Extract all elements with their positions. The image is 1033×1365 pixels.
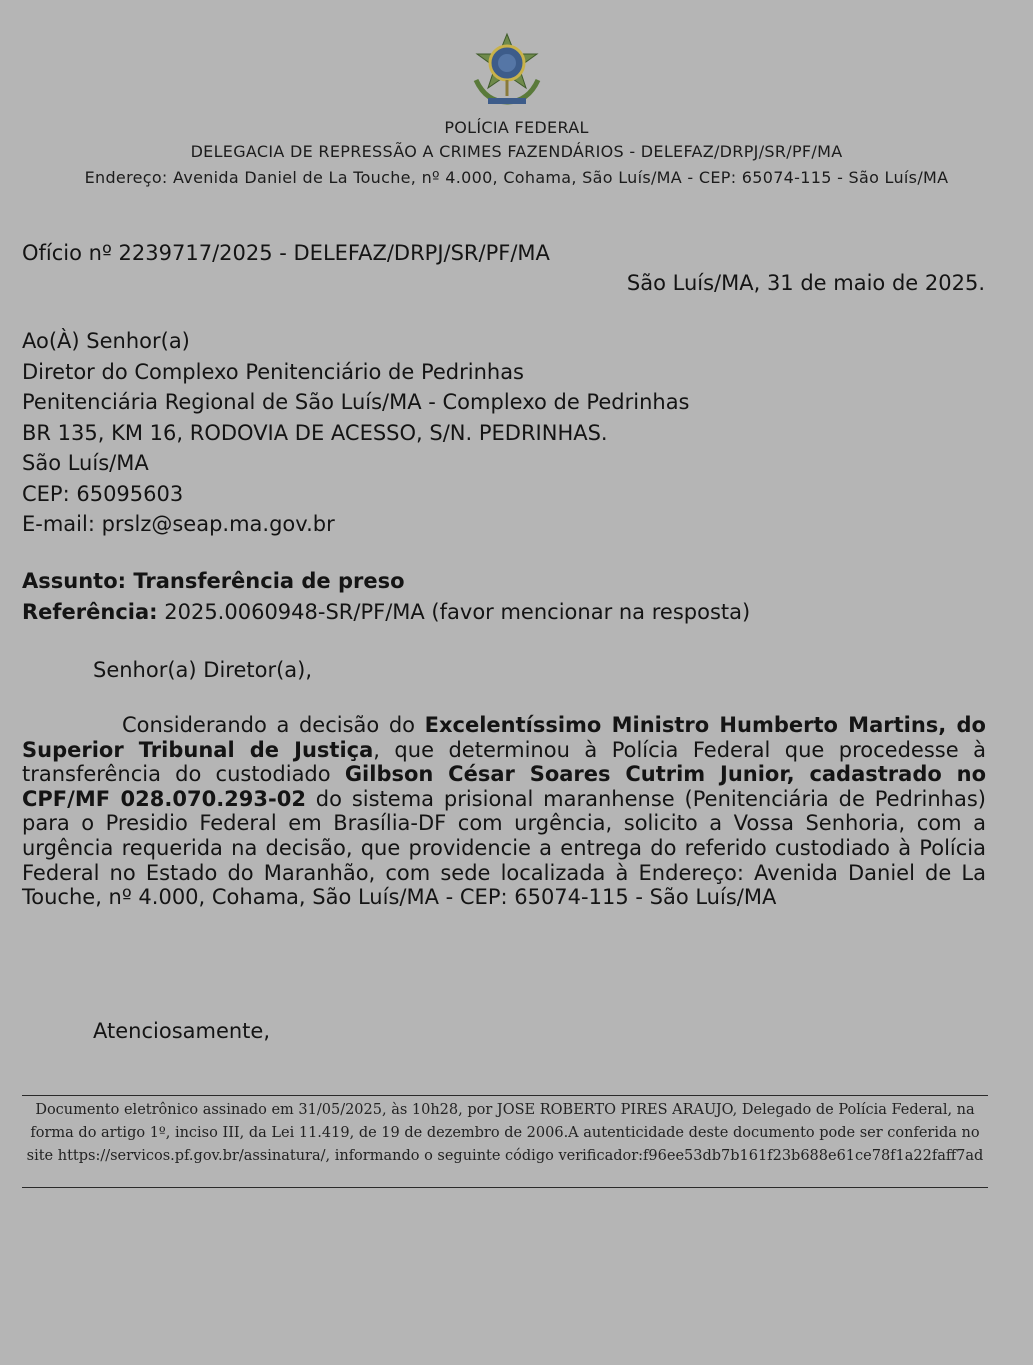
reference-line <box>22 600 750 624</box>
main-paragraph <box>22 713 986 910</box>
recipient-line: BR 135, KM 16, RODOVIA DE ACESSO, S/N. PEDRINHAS. <box>22 421 608 445</box>
reference-label: Referência: <box>22 600 158 624</box>
signature-footer: Documento eletrônico assinado em 31/05/2025, às 10h28, por JOSE ROBERTO PIRES ARAUJO, Delegado de Polícia Federal, na forma do artigo 1º, inciso III, da Lei 11.419, de 19 de dezembro de 2006.A autenticidade deste documento pode ser conferida no site https://servicos.pf.gov.br/assinatura/, informando o seguinte código verificador:f96ee53db7b161f23b688e61ce78f1a22faff7ad <box>26 1102 984 1164</box>
paragraph-bold-text: Excelentíssimo Ministro Humberto Martins, do Superior Tribunal de Justiça <box>22 713 986 762</box>
recipient-line: Ao(À) Senhor(a) <box>22 329 190 353</box>
paragraph-text: Considerando a decisão do <box>122 713 425 737</box>
recipient-line: Penitenciária Regional de São Luís/MA - Complexo de Pedrinhas <box>22 390 690 414</box>
paragraph-bold-text: Gilbson César Soares Cutrim Junior, cadastrado no CPF/MF 028.070.293-02 <box>22 762 986 811</box>
subject-line: Assunto: Transferência de preso <box>22 569 405 593</box>
recipient-email: E-mail: prslz@seap.ma.gov.br <box>22 512 335 536</box>
header-org: POLÍCIA FEDERAL <box>444 118 589 137</box>
paragraph-text: , que determinou à Polícia Federal que procedesse à transferência do custodiado <box>22 737 986 787</box>
recipient-line: São Luís/MA <box>22 451 149 475</box>
reference-value: 2025.0060948-SR/PF/MA (favor mencionar na resposta) <box>157 600 751 624</box>
footer-top-rule <box>22 1095 988 1096</box>
salutation: Senhor(a) Diretor(a), <box>93 658 313 682</box>
brazil-coat-of-arms-icon <box>466 30 548 112</box>
closing: Atenciosamente, <box>93 1019 271 1043</box>
header-address: Endereço: Avenida Daniel de La Touche, nº 4.000, Cohama, São Luís/MA - CEP: 65074-115 - São Luís/MA <box>84 168 949 187</box>
oficio-number: Ofício nº 2239717/2025 - DELEFAZ/DRPJ/SR/PF/MA <box>22 241 550 265</box>
place-date: São Luís/MA, 31 de maio de 2025. <box>626 271 985 295</box>
footer-bottom-rule <box>22 1187 988 1188</box>
recipient-line: Diretor do Complexo Penitenciário de Pedrinhas <box>22 360 525 384</box>
paragraph-text: do sistema prisional maranhense (Penitenciária de Pedrinhas) para o Presidio Federal em Brasília-DF com urgência, solicito a Vossa Senhoria, com a urgência requerida na decisão, que providencie a entrega do referido custodiado à Polícia Federal no Estado do Maranhão, com sede localizada à Endereço: Avenida Daniel de La Touche, nº 4.000, Cohama, São Luís/MA - CEP: 65074-115 - São Luís/MA <box>22 786 986 910</box>
header-unit: DELEGACIA DE REPRESSÃO A CRIMES FAZENDÁRIOS - DELEFAZ/DRPJ/SR/PF/MA <box>190 142 843 161</box>
recipient-line: CEP: 65095603 <box>22 482 184 506</box>
